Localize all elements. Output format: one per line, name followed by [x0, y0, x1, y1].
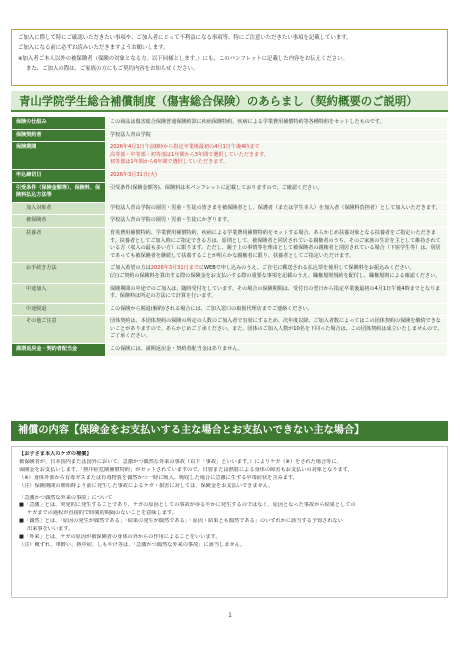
summary-row-label: お手続き方法 [12, 263, 106, 283]
summary-row-label: その他ご注意 [12, 316, 106, 344]
accident-definition-line: ケガまでの過程が直接的で時間的間隔のないことを意味します。 [27, 510, 177, 517]
coverage-section-header [11, 421, 448, 441]
summary-value-segment: 2026年3月31日まで [150, 265, 199, 272]
accident-definition-line: ■「偶然」とは、「原因の発生が偶然である」「結果の発生が偶然である」「原因・結果とも偶然である」のいずれかに該当する予知されない [19, 518, 343, 525]
summary-row [12, 117, 448, 130]
summary-row-value [106, 344, 448, 357]
injury-coverage-line: 保険金をお支払いします。「熱中症危険補償特約」がセットされていますので、日射または熱射による身体の障害もお支払いの対象となります。 [19, 466, 353, 473]
summary-value-text: 保険期間の中途でのご加入は、随時受付をしています。その場合の保険期間は、受付日の翌日から指定卒業後最初の4月1日午後4時までとなります。保険料は所定の方法にて計算を行います。 [110, 285, 441, 300]
summary-row-value [106, 303, 448, 316]
summary-row-value [106, 316, 448, 344]
accident-definition-heading: 「急激かつ偶然な外来の事故」について [19, 494, 113, 501]
summary-row [12, 129, 448, 142]
summary-value-text: 学校法人青山学院の園児・児童・生徒にかぎります。 [110, 217, 232, 224]
summary-row [12, 142, 448, 170]
contract-summary-table [11, 116, 448, 357]
summary-value-line: 初等部は1年間から6年間で選択していただきます。 [110, 159, 229, 166]
document-title-bar [11, 91, 448, 112]
summary-value-text: この商品は傷害総合保険普通保険約款に疾病保険特約、疾病による学業費用補償特約等各種特約をセットしたものです。 [110, 119, 385, 125]
summary-value-line [110, 273, 443, 281]
summary-value-text: 団体契約は、本団体契約の保険の所定の人数のご加入者で有効にするため、次年度以降、ご加入者数によってはこの団体契約の保険を継続できないことがありますので、あらかじめご了承ください。また、団体のご加入人数が10名を下回った場合は、この団体契約は成立いたしませんので、ご了承ください。 [110, 318, 443, 340]
summary-row-value [106, 169, 448, 182]
summary-value-text: 育英費用補償特約、学業費用補償特約、疾病による学業費用補償特約をセットする場合、あらかじめ扶養対象となる扶養者をご指定いただきます。扶養者としてご加入時にご指定できる方は、原則として、被保険者と同居されている親権者のうち、そのご家族の生計を主として維持されている方（収入の最も多い方）に限ります。ただし、親子上の事情等を理由として被保険者の親権者と別居されている場合（下宿学生等）は、別居であっても被保険者を継続して扶養することが明らかな親権者に限り、扶養者としてご指定いただけます。 [110, 229, 441, 259]
summary-row-value [106, 227, 448, 262]
summary-row-value [106, 283, 448, 303]
summary-row-label: 保険の仕組み [12, 117, 106, 130]
summary-row [12, 227, 448, 262]
page-number: 1 [228, 612, 232, 619]
summary-value-segment: ご加入希望の方は [110, 265, 151, 272]
summary-row-label: 扶養者 [12, 227, 106, 262]
summary-value-text: 2026年3月31日(火) [110, 171, 158, 178]
summary-row [12, 316, 448, 344]
summary-row [12, 202, 448, 215]
notice-line: ※加入者ご本人以外の被保険者（保険の対象となる方。以下同様とします。）にも、このパンフレットに記載した内容をお伝えください。 [18, 55, 348, 62]
summary-row-label: 中途脱退 [12, 303, 106, 316]
summary-row [12, 169, 448, 182]
accident-definition-line: （注）靴ずれ、車酔い、熱中症、しもやけ等は、「急激かつ偶然な外来の事故」に該当しません。 [19, 541, 246, 548]
injury-coverage-line: （注）保険期間の開始時より前に発生した事故によるケガ・損害に対しては、保険金をお支払いできません。 [19, 482, 274, 489]
summary-row [12, 344, 448, 357]
summary-row-value [106, 215, 448, 228]
summary-row [12, 182, 448, 202]
injury-coverage-line: （※）身体外部から有毒ガスまたは有毒物質を偶然かつ一時に吸入、吸収した場合に急激に生ずる中毒症状を含みます。 [19, 474, 298, 481]
summary-row-value [106, 117, 448, 130]
summary-value-text: この保険には、満期返戻金・契約者配当金はありません。 [110, 346, 243, 353]
summary-row-value [106, 142, 448, 170]
injury-coverage-heading: 【お子さま本人のケガの補償】 [19, 451, 92, 457]
notice-box [11, 29, 448, 86]
summary-row-value [106, 129, 448, 142]
coverage-section-title: 補償の内容【保険金をお支払いする主な場合とお支払いできない主な場合】 [18, 425, 365, 436]
summary-row [12, 263, 448, 283]
summary-value-segment: (注)ご契約の保険料を算出する際の保険金をお支払いする際の重要な事項を記載のうえ、職権規則規約を配付し、職権規則による確認ください。 [110, 272, 441, 279]
summary-value-line: 2026年4月1日午前0時から指定卒業後最初の4月1日午後4時まで [110, 144, 260, 151]
summary-value-text: 学校法人青山学院の園児・児童・生徒の皆さまを被保険者とし、保護者（または学生本人）を加入者（保険料負担者）として加入いただきます。 [110, 204, 441, 211]
notice-line: ご加入に際して特にご確認いただきたい事項や、ご加入者にとって不利益になる事項等、特にご注意いただきたい事項を記載しています。 [18, 35, 352, 41]
summary-value-text: 学校法人青山学院 [110, 131, 151, 138]
summary-row [12, 215, 448, 228]
summary-row-value [106, 202, 448, 215]
summary-row-label: 中途加入 [12, 283, 106, 303]
summary-value-segment: にWEBで申し込みのうえ、ご自宅に郵送される払込票を使用して保険料をお振込みください。 [198, 265, 415, 272]
summary-row-label: 引受条件（保険金額等）、保険料、保険料払込方法等 [12, 182, 106, 202]
summary-value-line: 高等部・中等部・初等部は1年間から3年間で選択していただきます。 [110, 151, 269, 158]
summary-value-line [110, 265, 443, 273]
summary-row-label: 保険契約者 [12, 129, 106, 142]
accident-definition-line: ■「外来」とは、ケガの原因が被保険者の身体の外からの作用によることをいいます。 [19, 534, 221, 541]
coverage-section-body [11, 446, 448, 598]
summary-row-value [106, 182, 448, 202]
summary-row-value [106, 263, 448, 283]
summary-row [12, 303, 448, 316]
summary-value-text: この保険から脱退(解約)される場合には、ご加入窓口の取扱代理店までご連絡ください。 [110, 305, 313, 312]
summary-row-label: 被保険者 [12, 215, 106, 228]
summary-value-text: 引受条件(保険金額等)、保険料は本パンフレットに記載しておりますので、ご確認ください。 [110, 184, 323, 191]
accident-definition-line: 出来事をいいます。 [27, 526, 74, 533]
notice-line: また、ご加入の際は、ご家族の方にもご契約内容をお知らせください。 [26, 66, 199, 73]
summary-row-label: 保険期間 [12, 142, 106, 170]
summary-row-label: 満期返戻金・契約者配当金 [12, 344, 106, 357]
notice-line: ご加入になる前に必ずお読みいただきますようお願いします。 [18, 45, 169, 52]
summary-row [12, 283, 448, 303]
document-title: 青山学院学生総合補償制度（傷害総合保険）のあらまし（契約概要のご説明） [19, 94, 418, 108]
summary-row-label: 加入対象者 [12, 202, 106, 215]
accident-definition-line: ■「急激」とは、突発的に発生することであり、ケガの原因としての事故がゆるやかに発生するのではなく、原因となった事故から結果としての [19, 502, 356, 509]
injury-coverage-line: 被保険者が、日本国内または国外において、急激かつ偶然な外来の事故（以下「事故」といいます。）によりケガ（※）をされた場合等に、 [19, 458, 342, 465]
summary-row-label: 申込締切日 [12, 169, 106, 182]
